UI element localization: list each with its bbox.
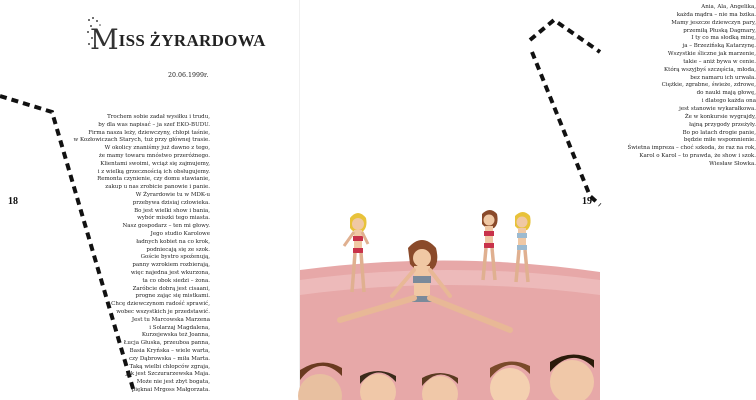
right-page <box>300 0 756 400</box>
poem-line: panny wzrokiem rozbierają, <box>132 262 210 269</box>
poem-line: jest stanowie wykarałkowa. <box>679 105 756 112</box>
poem-line: takie – aniż bywa w cenie. <box>683 58 756 65</box>
poem-line: i z wielką grzecznością ich obsługujemy. <box>97 168 210 175</box>
poem-line: W okolicy znaniśmy już dawno z tego, <box>104 145 210 152</box>
poem-line: zakup u nas zrobicie panowie i panie. <box>105 184 210 191</box>
poem-line: każda mądra – nie ma bzika. <box>676 11 756 18</box>
poem-left <box>70 114 210 395</box>
poem-line: czy Dąbrowska – miła Marta. <box>129 355 210 362</box>
poem-line: i dlatego każda ona <box>701 98 756 105</box>
poem-line: Wiesław Słowka. <box>709 160 756 167</box>
date: 20.06.1999r. <box>168 72 209 79</box>
poem-line: Którą wszyjbyś szczęścia, młoda, <box>664 66 756 73</box>
poem-line: w Kozłowiczach Starych, tuż przy głównej trasie. <box>73 137 210 144</box>
left-page <box>0 0 300 400</box>
poem-line: by dla was napisać – ja szef EKO-BUDU. <box>98 121 210 128</box>
poem-line: przebywa dzisiaj człowieka. <box>132 199 210 206</box>
poem-line: Trochem sobie zadał wysiłku i trudu, <box>107 114 210 120</box>
poem-line: W Żyrardowie tu w MDK-u <box>135 191 210 198</box>
poem-line: Chcę dziewczynom radość sprawić, <box>111 301 210 308</box>
contest-illustration <box>300 200 600 400</box>
poem-line: Taką wielbi chłopców zgraja, <box>129 363 210 370</box>
poem-line: Ania, Ala, Angelika, <box>701 4 756 10</box>
poem-line: jak jest Szczurarzewska Maja. <box>125 371 210 378</box>
poem-line: Jego studio Karolowe <box>150 230 210 237</box>
poem-line: ta co obok siedzi – żona. <box>142 277 210 284</box>
poem-line: Ciężkie, zgrabne, świeże, zdrowe, <box>661 82 756 89</box>
title-initial: M <box>90 23 119 56</box>
poem-line: Świetna impreza – choć szkoda, że raz na rok, <box>627 145 756 152</box>
poem-line: Bo po latach drogie panie, <box>682 129 756 136</box>
poem-line: będzie miłe wspomnienie. <box>683 137 756 144</box>
poem-line: progne zając się mistkami. <box>135 293 210 300</box>
poem-line: przemiłą Płuską Dagmary, <box>683 27 756 34</box>
poem-line: Firma nasza leży, dziewczyny, chłopi taśnie, <box>88 129 210 136</box>
poem-line: Że w konkursie wygrajdy, <box>684 113 756 120</box>
poem-line: wobec wszystkich je przedstawić. <box>116 308 210 315</box>
poem-line: Wszystkie śliczne jak marzenie, <box>667 51 756 58</box>
poem-line: łajną przygody przeżyły. <box>689 121 756 128</box>
poem-line: Klientami swoimi, wciąż się zajmujemy, <box>100 160 210 167</box>
poem-line: Może nie jest zbyt bogata, <box>136 379 210 386</box>
poem-line: Bo jest wielki show i bania, <box>134 207 210 214</box>
poem-line: I ty co ma słodką minę, <box>691 35 756 42</box>
poem-line: Łucja Głuska, przeuboa panna, <box>123 340 210 347</box>
poem-line: że mamy towaru mnóstwo przeróżnego. <box>98 152 210 159</box>
poem-line: pięknai Mrgoss Małgorzata. <box>131 386 210 393</box>
page-number-right: 19 <box>582 196 592 207</box>
poem-line: i Solarzaj Magdalena, <box>149 324 210 331</box>
page-title <box>90 20 266 56</box>
page-number-left: 18 <box>8 196 18 207</box>
poem-line: Kurzejewska też Joanna, <box>141 332 210 339</box>
poem-line: Nasz gospodarz – ten mi głowy. <box>122 223 210 230</box>
title-rest: ISS ŻYRARDOWA <box>118 31 266 50</box>
poem-line: bez namaru ich urwała. <box>690 74 756 81</box>
poem-line: Basia Kryńska – wiele warta, <box>129 347 210 354</box>
poem-line: Zaróbcie dobrą jest cisaani, <box>132 285 210 292</box>
poem-line: Jest tu Marcowska Marzena <box>131 316 210 323</box>
poem-line: Goście bystro spoźenują, <box>140 254 210 261</box>
poem-line: więc najedna jest wkurzona, <box>130 269 210 276</box>
poem-line: podniecają się ze szok. <box>146 246 210 253</box>
poem-line: ja – Brzezińską Katarzynę. <box>682 43 756 50</box>
poem-line: do nauki mają głowę, <box>696 90 756 97</box>
poem-line: Karol o Karol – to prawda, że show i szok. <box>639 153 756 160</box>
poem-right <box>600 4 756 169</box>
poem-line: Mamy jeszcze dziewczyn pary, <box>671 19 756 26</box>
poem-line: Remonta czynienie, czy domu stawianie, <box>97 176 210 183</box>
poem-line: ładnych kobiet na co krok, <box>136 238 210 245</box>
poem-line: wybór miszki tego miasta. <box>137 215 210 222</box>
